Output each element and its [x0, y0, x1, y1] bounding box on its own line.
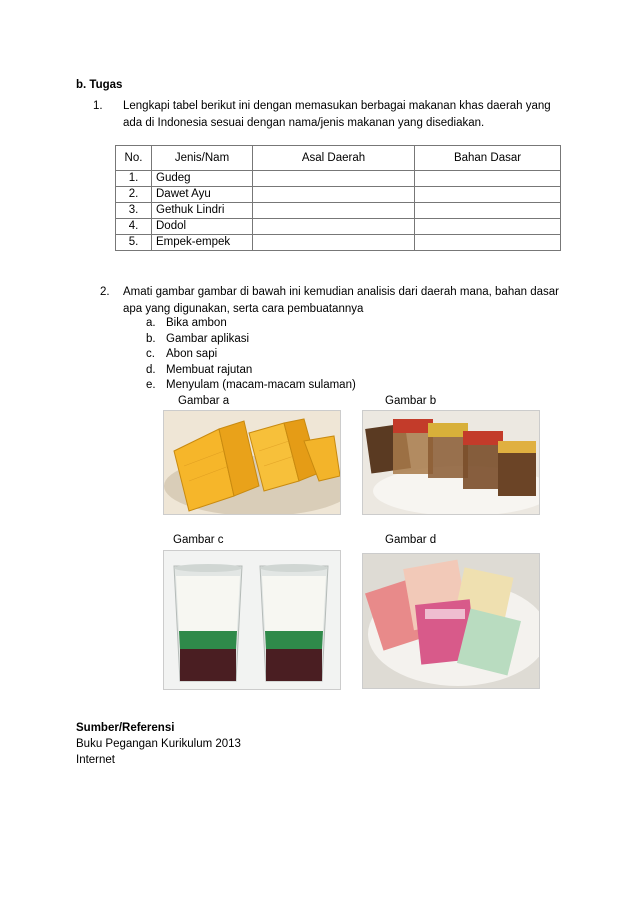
- cell-name: Gudeg: [152, 171, 253, 187]
- cell-name: Empek-empek: [152, 235, 253, 251]
- reference-line2: Internet: [76, 754, 115, 766]
- bika-ambon-illustration: [164, 411, 340, 514]
- food-table: [115, 145, 561, 251]
- list-item: e. Menyulam (macam-macam sulaman): [146, 379, 356, 391]
- cell-no: 3.: [116, 203, 152, 219]
- drinks-illustration: [164, 551, 340, 689]
- cell-no: 4.: [116, 219, 152, 235]
- table-row: [116, 219, 561, 235]
- list-item: b. Gambar aplikasi: [146, 332, 250, 345]
- image-d-label: Gambar d: [385, 534, 437, 546]
- image-c-drinks: [163, 550, 341, 690]
- cell-bahan: [415, 203, 561, 219]
- image-b-packages: [362, 410, 540, 515]
- cell-no: 1.: [116, 171, 152, 187]
- table-row: [116, 187, 561, 203]
- table-row: [116, 171, 561, 187]
- q1-text: [123, 98, 573, 132]
- q2-text-line1: Amati gambar gambar di bawah ini kemudian analisis dari daerah mana, bahan dasar: [123, 286, 559, 298]
- col-header-jenis: Jenis/Nam: [152, 146, 253, 171]
- q2-item-list: [146, 316, 356, 394]
- q1-text-line2: ada di Indonesia sesuai dengan nama/jenis makanan yang disediakan.: [123, 117, 485, 129]
- q1-number: 1.: [93, 100, 103, 112]
- cell-bahan: [415, 235, 561, 251]
- cell-asal: [253, 219, 415, 235]
- image-c-label: Gambar c: [173, 534, 224, 546]
- q1-text-line1: Lengkapi tabel berikut ini dengan memasukan berbagai makanan khas daerah yang: [123, 100, 551, 112]
- cell-bahan: [415, 187, 561, 203]
- packages-illustration: [363, 411, 539, 514]
- q2-number: 2.: [100, 286, 110, 298]
- table-row: [116, 235, 561, 251]
- list-item: a. Bika ambon: [146, 317, 227, 329]
- col-header-no: No.: [116, 146, 152, 171]
- cell-asal: [253, 171, 415, 187]
- cell-no: 5.: [116, 235, 152, 251]
- list-item: d. Membuat rajutan: [146, 363, 253, 376]
- cell-asal: [253, 187, 415, 203]
- snack-packs-illustration: [363, 554, 539, 688]
- section-heading: b. Tugas: [76, 79, 123, 91]
- image-a-label: Gambar a: [178, 395, 230, 407]
- q2-text: [123, 284, 573, 318]
- image-a-bika-ambon: [163, 410, 341, 515]
- table-header-row: [116, 146, 561, 171]
- col-header-asal: Asal Daerah: [253, 146, 415, 171]
- reference-heading: Sumber/Referensi: [76, 722, 175, 734]
- image-b-label: Gambar b: [385, 395, 437, 407]
- cell-asal: [253, 235, 415, 251]
- image-d-snack-packs: [362, 553, 540, 689]
- cell-bahan: [415, 171, 561, 187]
- q2-text-line2: apa yang digunakan, serta cara pembuatannya: [123, 303, 364, 315]
- cell-bahan: [415, 219, 561, 235]
- cell-asal: [253, 203, 415, 219]
- cell-name: Dodol: [152, 219, 253, 235]
- cell-no: 2.: [116, 187, 152, 203]
- cell-name: Gethuk Lindri: [152, 203, 253, 219]
- cell-name: Dawet Ayu: [152, 187, 253, 203]
- list-item: c. Abon sapi: [146, 348, 218, 360]
- reference-line1: Buku Pegangan Kurikulum 2013: [76, 738, 241, 750]
- col-header-bahan: Bahan Dasar: [415, 146, 561, 171]
- table-row: [116, 203, 561, 219]
